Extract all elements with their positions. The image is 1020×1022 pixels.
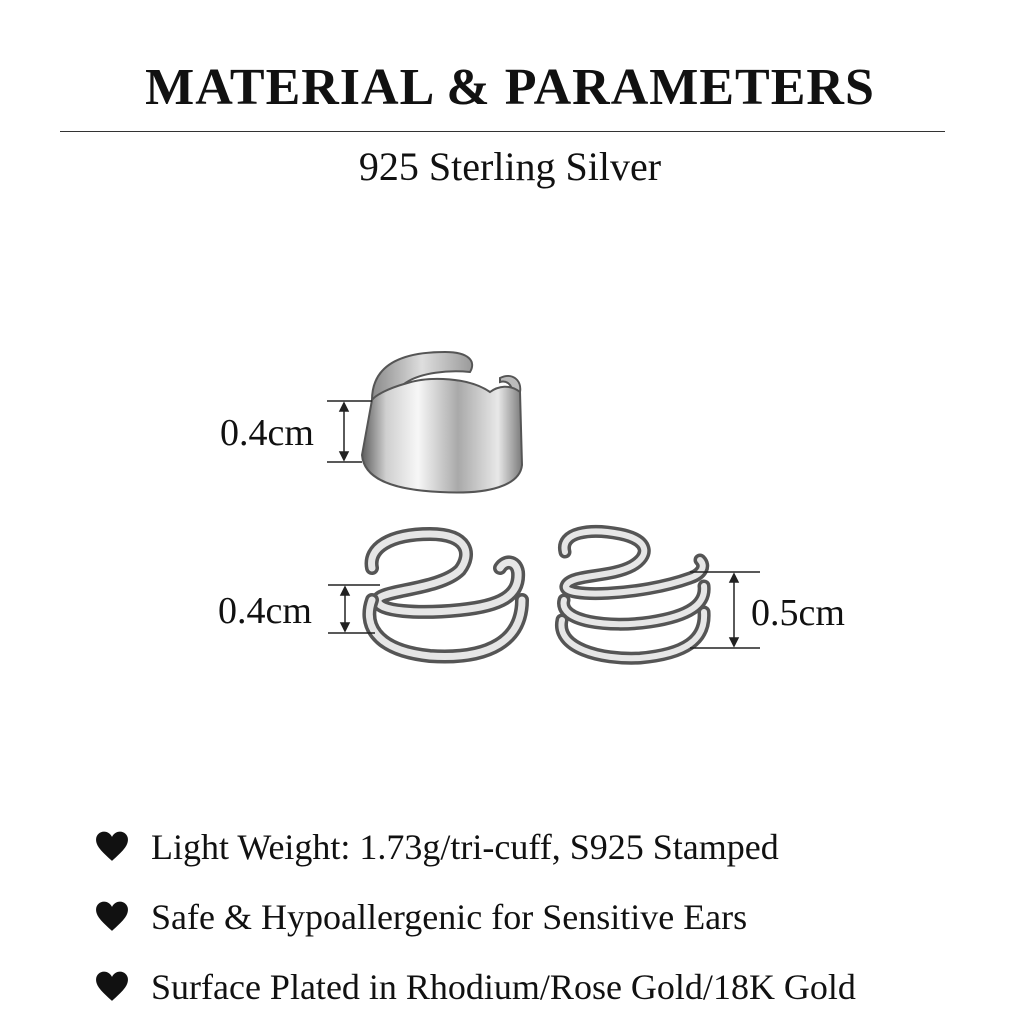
wide-cuff-ring xyxy=(362,352,522,493)
feature-text: Safe & Hypoallergenic for Sensitive Ears xyxy=(151,897,748,937)
page-title: MATERIAL & PARAMETERS xyxy=(145,59,875,116)
feature-item xyxy=(95,882,856,952)
feature-text: Light Weight: 1.73g/tri-cuff, S925 Stamped xyxy=(151,827,779,867)
feature-text: Surface Plated in Rhodium/Rose Gold/18K Gold xyxy=(151,967,856,1007)
feature-list xyxy=(95,812,856,1022)
triple-cuff-ring xyxy=(561,531,704,658)
double-cuff-ring xyxy=(369,534,522,657)
heart-icon xyxy=(95,830,129,864)
material-subtitle: 925 Sterling Silver xyxy=(358,144,662,189)
heart-icon xyxy=(95,970,129,1004)
feature-item xyxy=(95,812,856,882)
heart-icon xyxy=(95,900,129,934)
wide-cuff-size-label: 0.4cm xyxy=(220,412,314,454)
feature-item xyxy=(95,952,856,1022)
double-cuff-size-label: 0.4cm xyxy=(218,590,312,632)
triple-cuff-size-label: 0.5cm xyxy=(751,592,845,634)
